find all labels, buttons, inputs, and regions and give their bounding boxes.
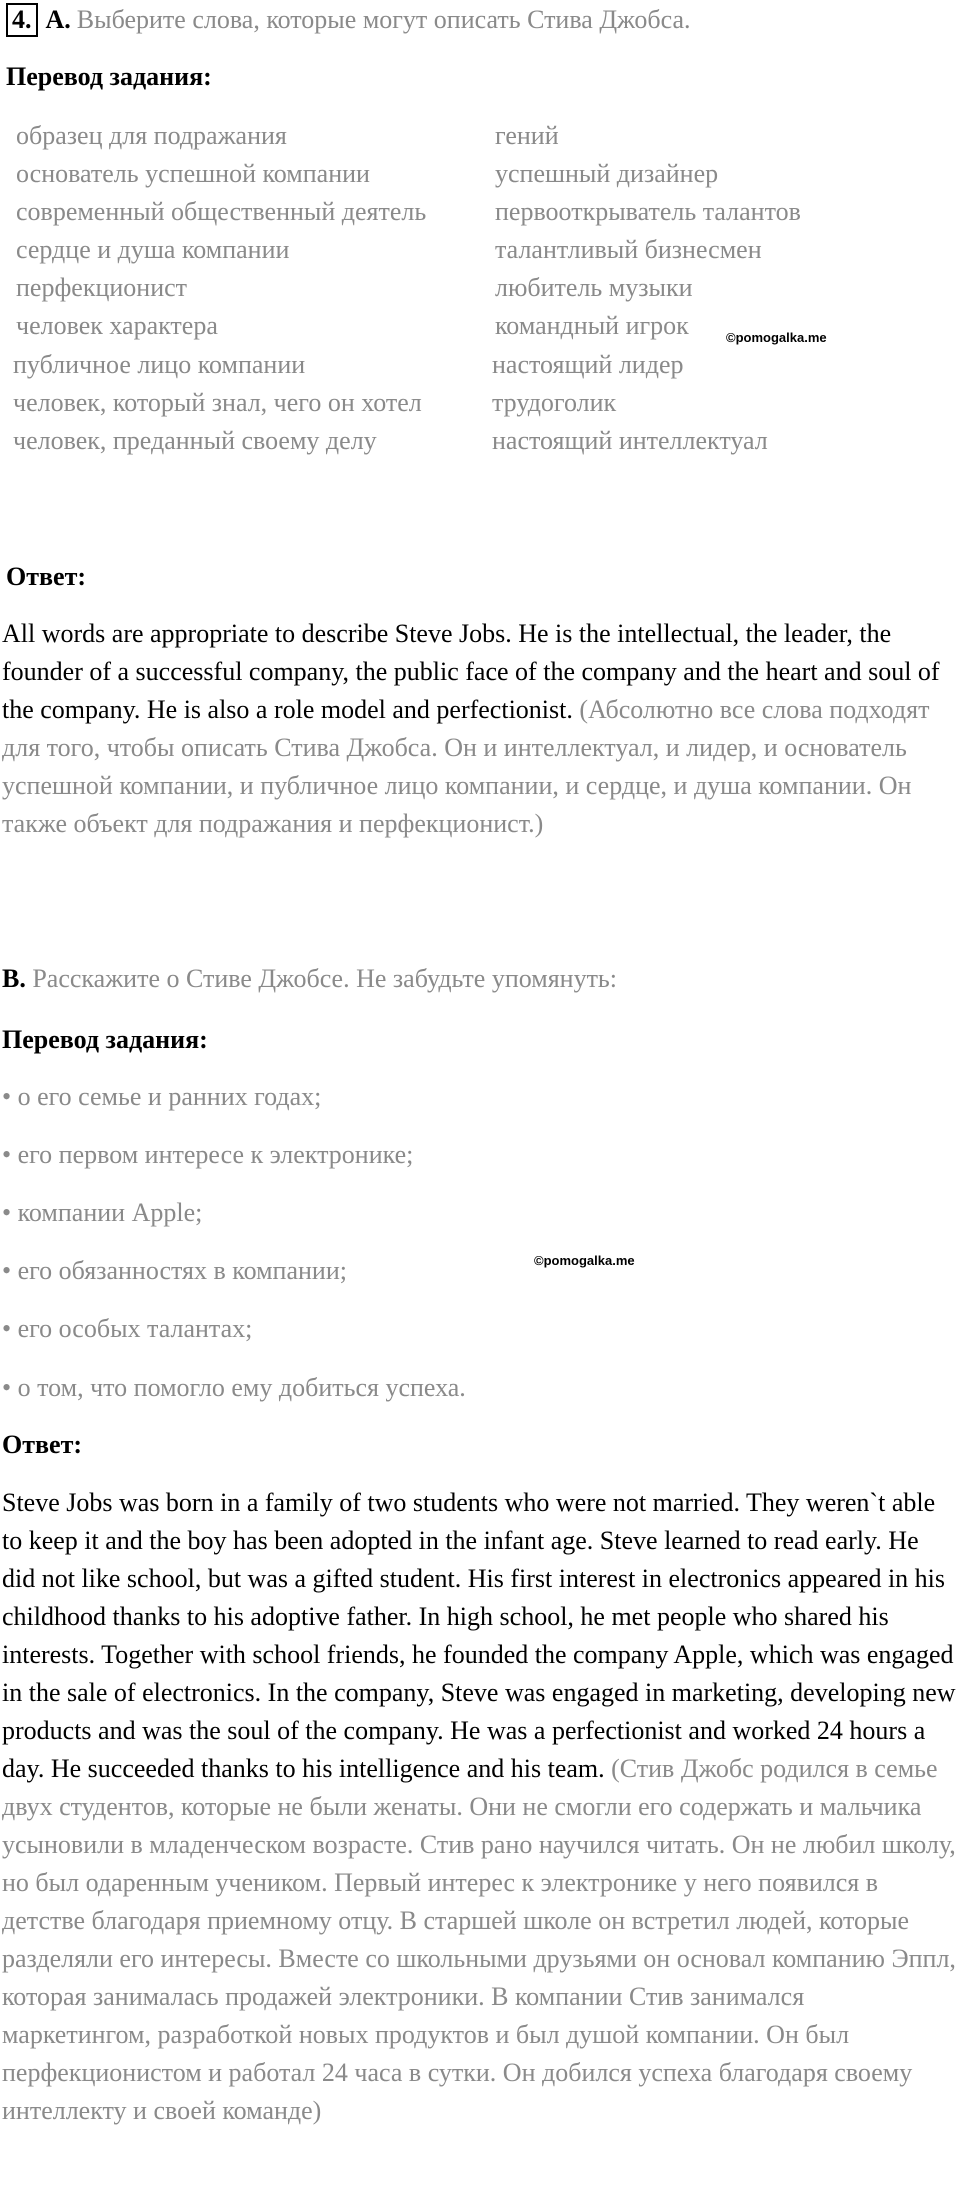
word-right: талантливый бизнесмен xyxy=(495,235,762,264)
bullet-item: • компании Apple; xyxy=(2,1198,203,1227)
part-b-instruction: Расскажите о Стиве Джобсе. Не забудьте упомянуть: xyxy=(32,964,618,993)
word-right: командный игрок xyxy=(495,311,689,340)
bullet-item: • его особых талантах; xyxy=(2,1314,253,1343)
bullet-item: • о том, что помогло ему добиться успеха. xyxy=(2,1373,466,1402)
word-right: настоящий интеллектуал xyxy=(492,426,768,455)
watermark: ©pomogalka.me xyxy=(726,330,827,345)
word-right: успешный дизайнер xyxy=(495,159,719,188)
answer-b-english: Steve Jobs was born in a family of two students who were not married. They weren`t able to keep it and the boy has been adopted in the infant age. Steve learned to read early. He did not like school, but was a gifted student. His first interest in electronics appeared in his childhood thanks to his adoptive father. In high school, he met people who shared his interests. Together with school friends, he founded the company Apple, which was engaged in the sale of electronics. In the company, Steve was engaged in marketing, developing new products and was the soul of the company. He was a perfectionist and worked 24 hours a day. He succeeded thanks to his intelligence and his team. xyxy=(2,1488,956,1783)
word-right: настоящий лидер xyxy=(492,350,684,379)
word-left: человек, который знал, чего он хотел xyxy=(13,388,422,417)
part-b-letter: B. xyxy=(2,964,26,993)
answer-a-russian: (Абсолютно все слова подходят для того, чтобы описать Стива Джобса. Он и интеллектуал, и лидер, и основатель успешной компании, и публичное лицо компании, и сердце, и душа компании. Он также объект для подражания и перфекционист.) xyxy=(2,695,930,838)
bullet-item: • о его семье и ранних годах; xyxy=(2,1082,322,1111)
task-a-header xyxy=(6,2,691,38)
word-left: человек характера xyxy=(16,311,218,340)
watermark: ©pomogalka.me xyxy=(534,1253,635,1268)
answer-b-text xyxy=(2,1484,956,2130)
word-left: человек, преданный своему делу xyxy=(13,426,377,455)
word-right: первооткрыватель талантов xyxy=(495,197,801,226)
bullet-item: • его первом интересе к электронике; xyxy=(2,1140,414,1169)
word-right: любитель музыки xyxy=(495,273,693,302)
part-a-instruction: Выберите слова, которые могут описать Стива Джобса. xyxy=(76,5,691,34)
answer-a-text xyxy=(2,615,956,843)
translation-heading-a: Перевод задания: xyxy=(6,62,212,91)
answer-b-russian: (Стив Джобс родился в семье двух студентов, которые не были женаты. Они не смогли его содержать и мальчика усыновили в младенческом возрасте. Стив рано научился читать. Он не любил школу, но был одаренным учеником. Первый интерес к электронике у него появился в детстве благодаря приемному отцу. В старшей школе он встретил людей, которые разделяли его интересы. Вместе со школьными друзьями он основал компанию Эппл, которая занималась продажей электроники. В компании Стив занимался маркетингом, разработкой новых продуктов и был душой компании. Он был перфекционистом и работал 24 часа в сутки. Он добился успеха благодаря своему интеллекту и своей команде) xyxy=(2,1754,956,2125)
part-a-letter: A. xyxy=(45,5,71,34)
word-left: перфекционист xyxy=(16,273,188,302)
answer-heading-a: Ответ: xyxy=(6,562,87,591)
translation-heading-b: Перевод задания: xyxy=(2,1025,208,1054)
word-left: сердце и душа компании xyxy=(16,235,290,264)
answer-heading-b: Ответ: xyxy=(2,1430,83,1459)
bullet-item: • его обязанностях в компании; xyxy=(2,1256,347,1285)
word-right: гений xyxy=(495,121,559,150)
task-b-header xyxy=(2,962,617,996)
word-left: современный общественный деятель xyxy=(16,197,427,226)
word-left: основатель успешной компании xyxy=(16,159,370,188)
word-right: трудоголик xyxy=(492,388,617,417)
word-left: публичное лицо компании xyxy=(13,350,306,379)
task-number: 4. xyxy=(6,3,38,37)
word-left: образец для подражания xyxy=(16,121,287,150)
answer-a-english: All words are appropriate to describe Steve Jobs. He is the intellectual, the leader, the founder of a successful company, the public face of the company and the heart and soul of the company. He is also a role model and perfectionist. xyxy=(2,619,940,724)
